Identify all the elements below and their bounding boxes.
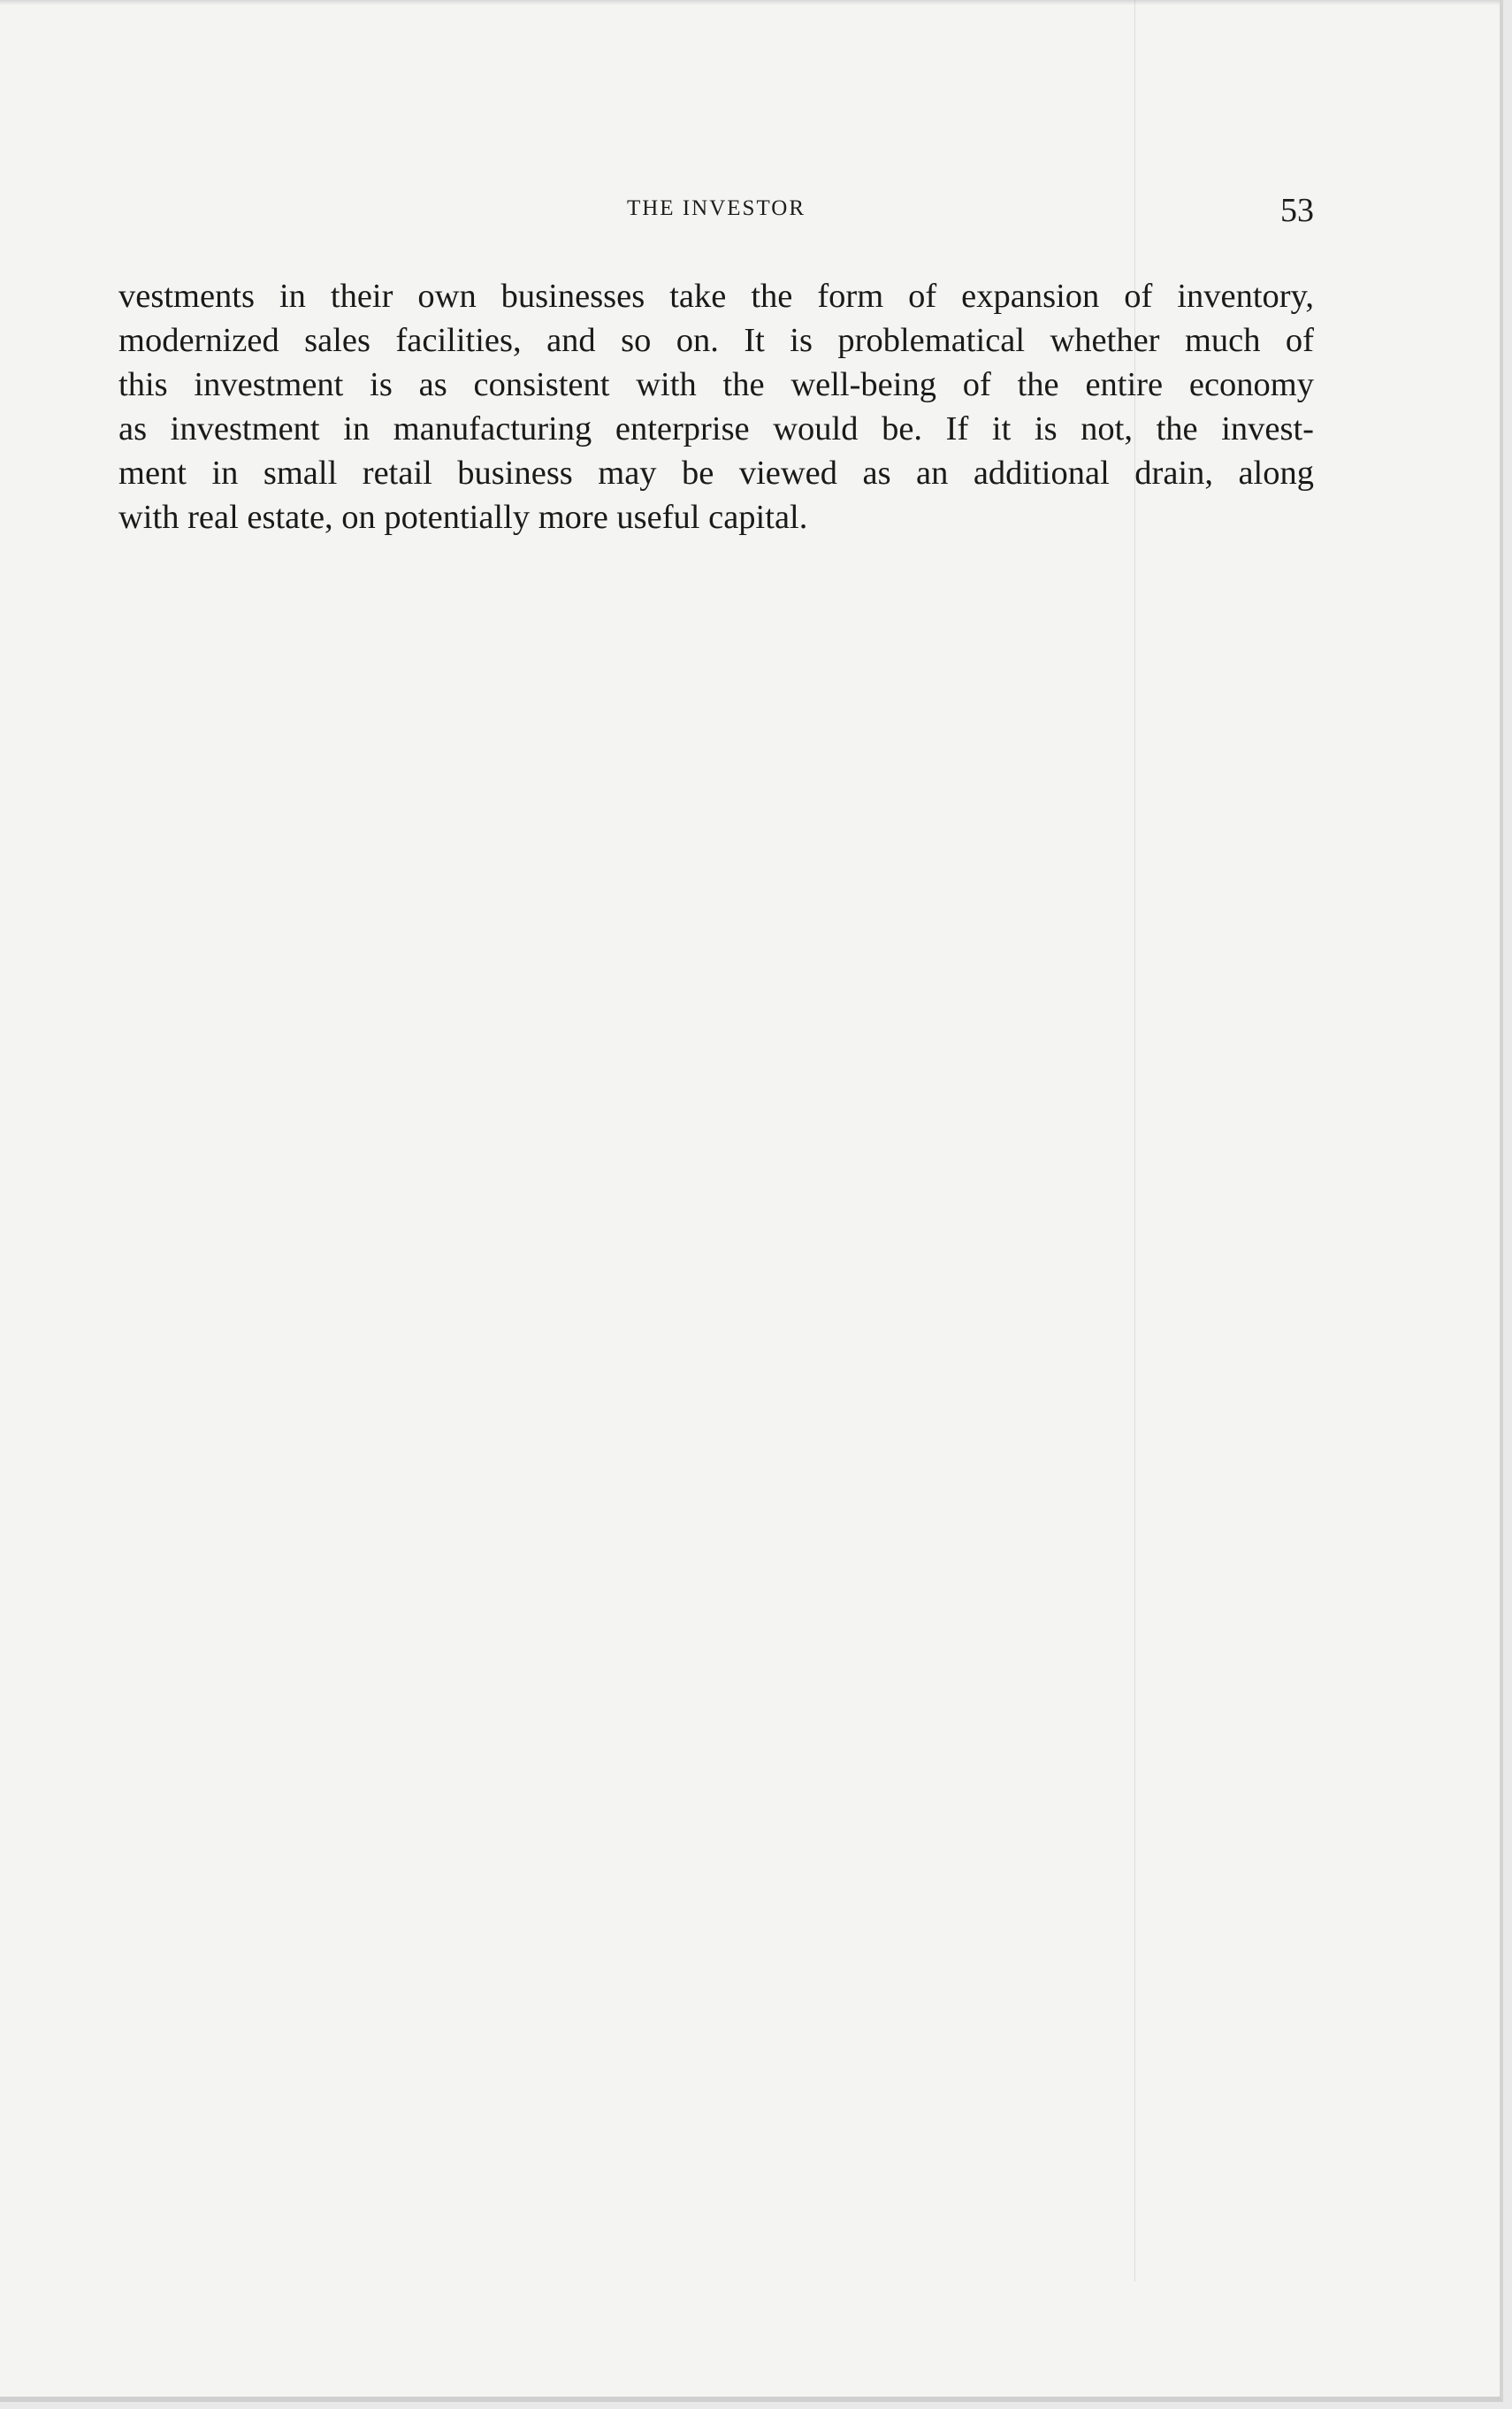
running-head bbox=[118, 191, 1314, 232]
running-title: THE INVESTOR bbox=[626, 196, 806, 220]
text-line: as investment in manufacturing enterprise would be. If it is not, the invest- bbox=[118, 410, 1314, 447]
text-line: with real estate, on potentially more useful capital. bbox=[118, 499, 808, 536]
text-line: ment in small retail business may be viewed as an additional drain, along bbox=[118, 455, 1314, 492]
text-line: this investment is as consistent with the well-being of the entire economy bbox=[118, 366, 1314, 403]
page-top-edge bbox=[0, 0, 1500, 5]
page-number: 53 bbox=[1280, 192, 1314, 229]
body-paragraph bbox=[118, 274, 1314, 539]
text-line: modernized sales facilities, and so on. It is problematical whether much of bbox=[118, 322, 1314, 359]
text-line: vestments in their own businesses take the form of expansion of inventory, bbox=[118, 278, 1314, 315]
